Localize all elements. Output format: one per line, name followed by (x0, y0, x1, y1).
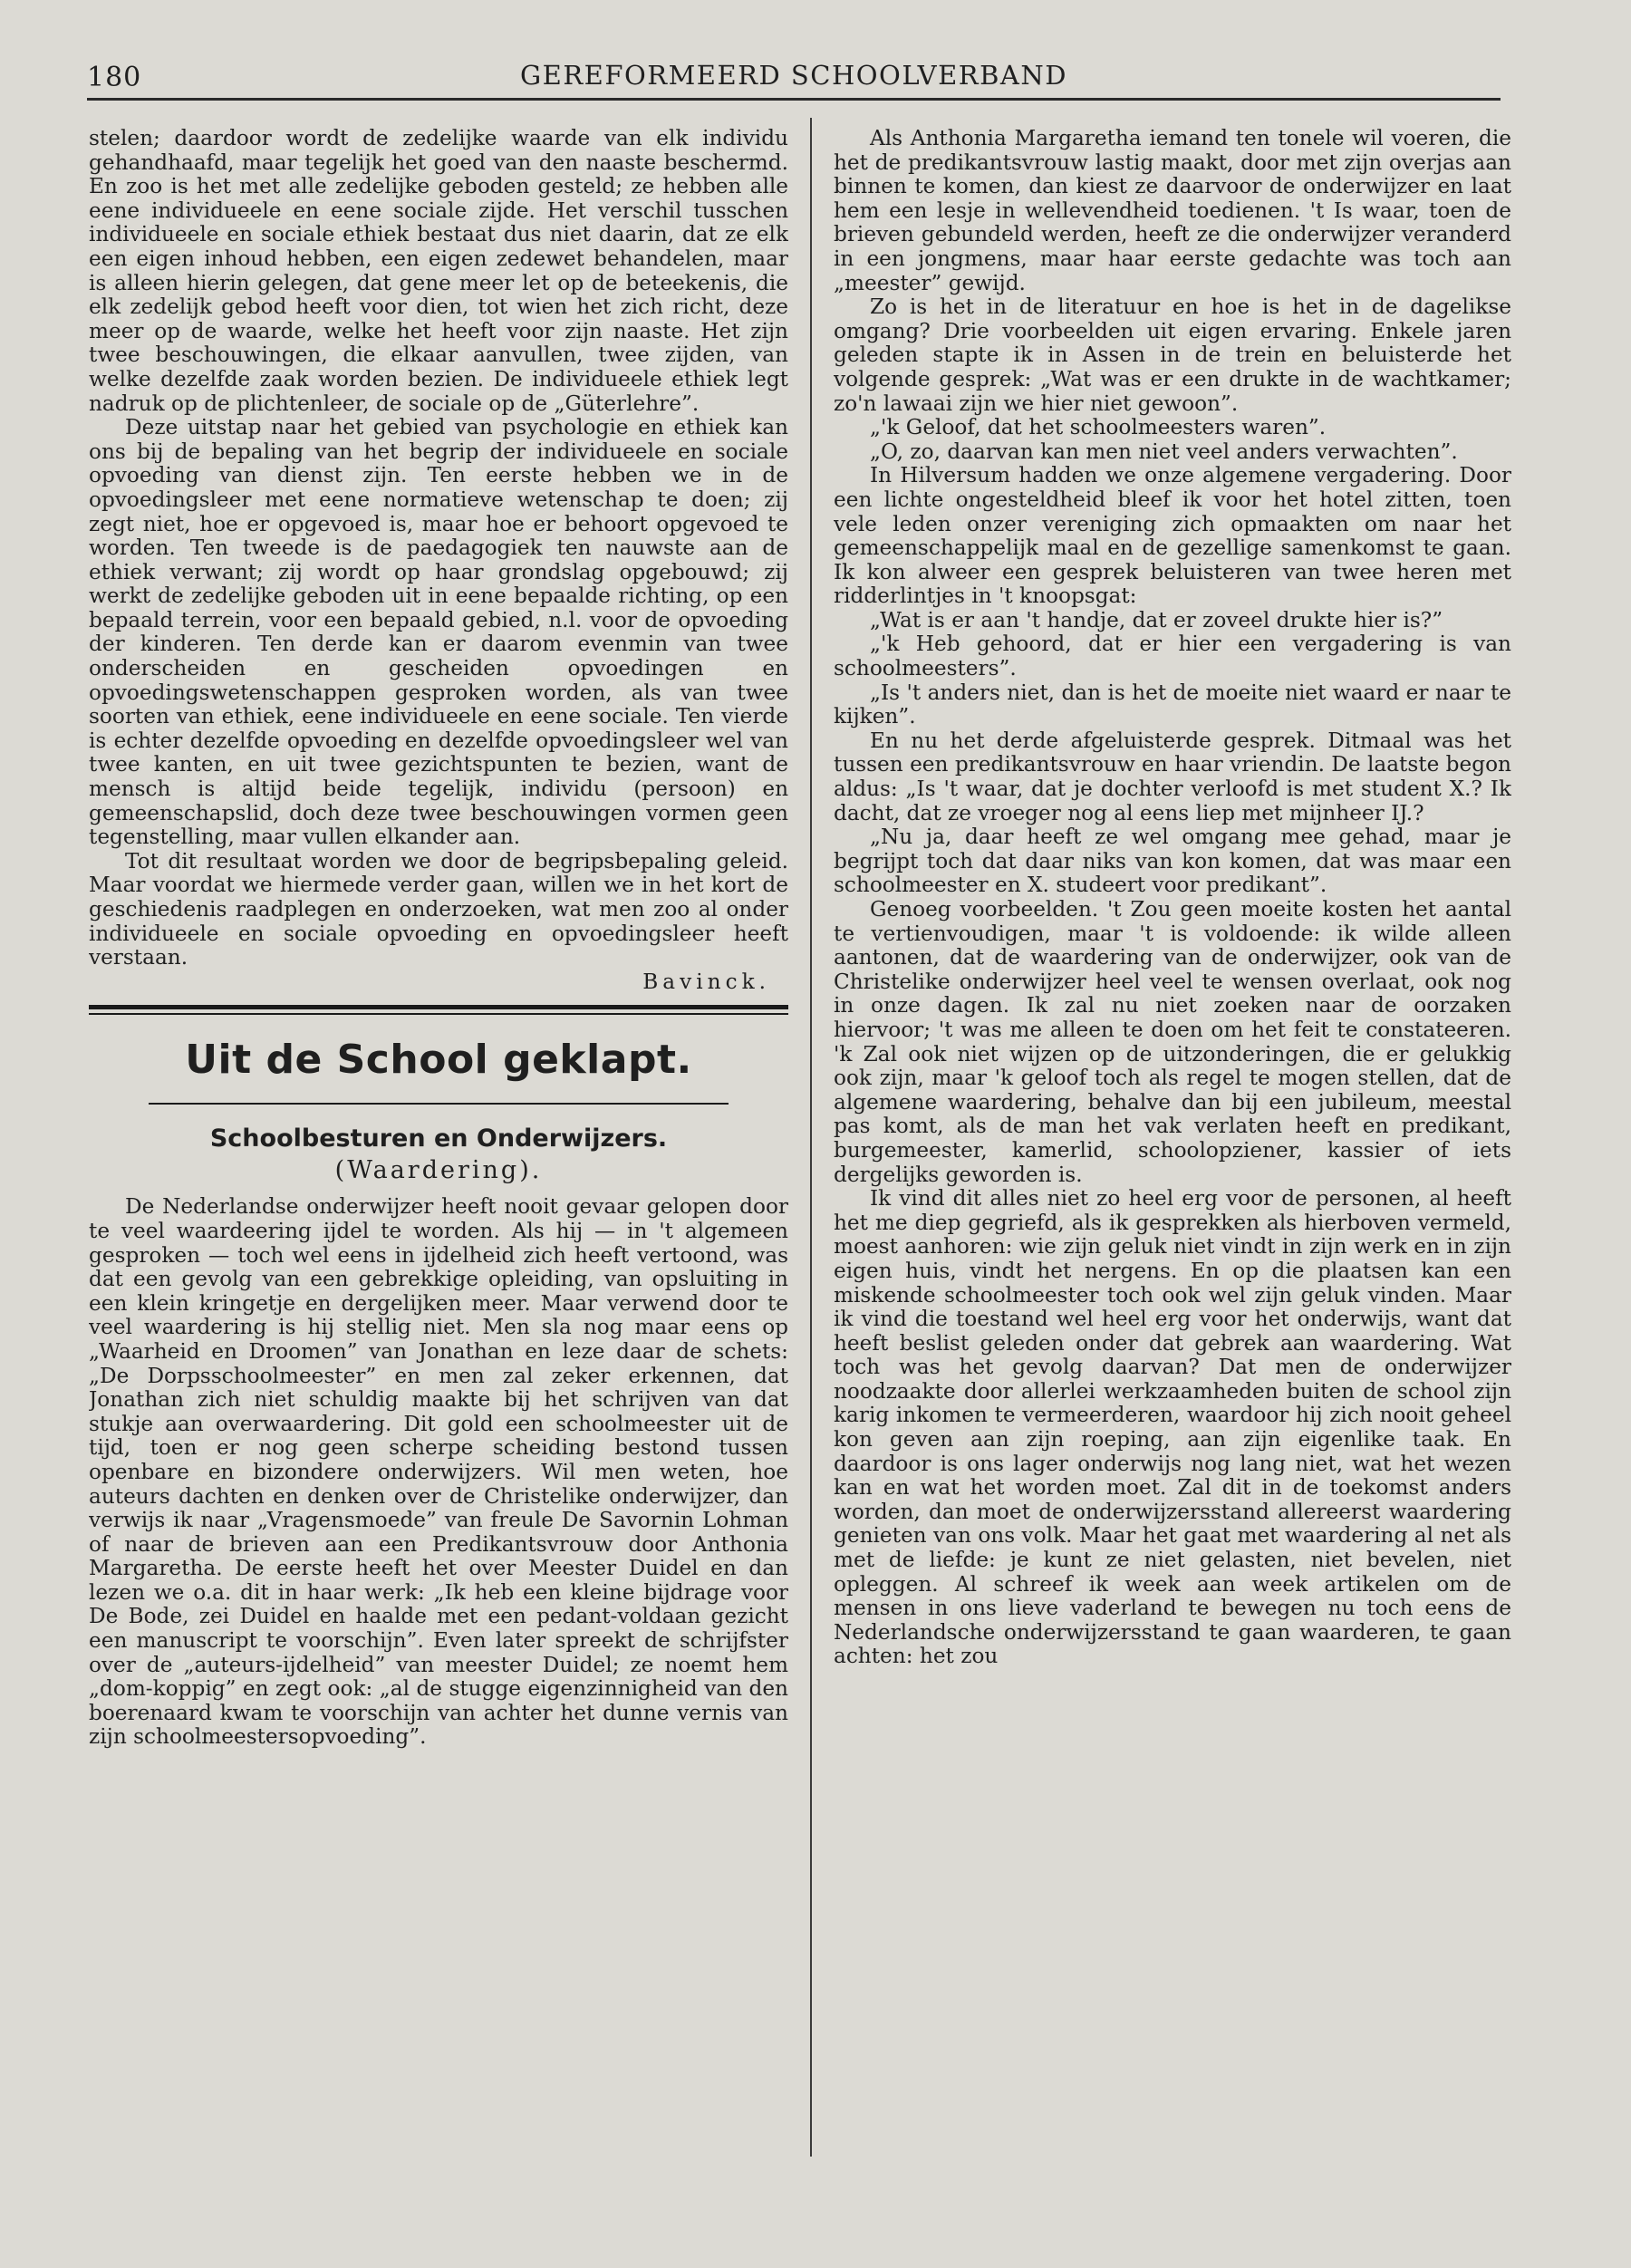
paragraph: Deze uitstap naar het gebied van psychologie en ethiek kan ons bij de bepaling van het begrip der individueele en sociale opvoeding van dienst zijn. Ten eerste hebben we in de opvoedingsleer met eene normatieve wetenschap te doen; zij zegt niet, hoe er opgevoed is, maar hoe er behoort opgevoed te worden. Ten tweede is de paedagogiek ten nauwste aan de ethiek verwant; zij wordt op haar grondslag opgebouwd; zij werkt de zedelijke geboden uit in eene bepaalde richting, op een bepaald terrein, voor een bepaald gebied, n.l. voor de opvoeding der kinderen. Ten derde kan er daarom evenmin van twee onderscheiden en gescheiden opvoedingen en opvoedingswetenschappen gesproken worden, als van twee soorten van ethiek, eene individueele en eene sociale. Ten vierde is echter dezelfde opvoeding en dezelfde opvoedingsleer wel van twee kanten, en uit twee gezichtspunten te bezien, want de mensch is altijd beide tegelijk, individu (persoon) en gemeenschapslid, doch deze twee beschouwingen vormen geen tegenstelling, maar vullen elkander aan. (89, 415, 788, 850)
page-header (87, 54, 1501, 100)
paragraph: Genoeg voorbeelden. 't Zou geen moeite kosten het aantal te vertienvoudigen, maar 't is voldoende: ik wilde alleen aantonen, dat de waardering van de onderwijzer, ook van de Christelike onderwijzer heel veel te wensen overlaat, ook nog in onze dagen. Ik zal nu niet zoeken naar de oorzaken hiervoor; 't was me alleen te doen om het feit te constateeren. 'k Zal ook niet wijzen op de uitzonderingen, die er gelukkig ook zijn, maar 'k geloof toch als regel te mogen stellen, dat de algemene waardering, behalve dan bij een jubileum, meestal pas komt, als de man het vak verlaten heeft en predikant, burgemeester, kamerlid, schoolopziener, kassier of iets dergelijks geworden is. (834, 897, 1511, 1187)
paragraph: Zo is het in de literatuur en hoe is het in de dagelikse omgang? Drie voorbeelden uit eigen ervaring. Enkele jaren geleden stapte ik in Assen in de trein en beluisterde het volgende gesprek: „Wat was er een drukte in de wachtkamer; zo'n lawaai zijn we hier niet gewoon”. (834, 294, 1511, 416)
paragraph: stelen; daardoor wordt de zedelijke waarde van elk individu gehandhaafd, maar tegelijk het goed van den naaste beschermd. En zoo is het met alle zedelijke geboden gesteld; ze hebben alle eene individueele en eene sociale zijde. Het verschil tusschen individueele en sociale ethiek bestaat dus niet daarin, dat ze elk een eigen inhoud hebben, een eigen zedewet behandelen, maar is alleen hierin gelegen, dat gene meer let op de beteekenis, die elk zedelijk gebod heeft voor dien, tot wien het zich richt, deze meer op de waarde, welke het heeft voor zijn naaste. Het zijn twee beschouwingen, die elkaar aanvullen, twee zijden, van welke dezelfde zaak worden bezien. De individueele ethiek legt nadruk op de plichtenleer, de sociale op de „Güterlehre”. (89, 127, 788, 416)
paragraph: Tot dit resultaat worden we door de begripsbepaling geleid. Maar voordat we hiermede verder gaan, willen we in het kort de geschiedenis raadplegen en onderzoeken, wat men zoo al onder individueele en sociale opvoeding en opvoedingsleer heeft verstaan. (89, 848, 788, 970)
author-signature: Bavinck. (642, 969, 770, 994)
right-column (834, 127, 1511, 2147)
section-title: Uit de School geklapt. (185, 1037, 692, 1084)
left-column (89, 127, 788, 2147)
subsection-title: Schoolbesturen en Onderwijzers. (209, 1124, 668, 1153)
section-rule-thick (89, 1005, 788, 1009)
dialogue-line: „Nu ja, daar heeft ze wel omgang mee gehad, maar je begrijpt toch dat daar niks van kon komen, dat was maar een schoolmeester en X. studeert voor predikant”. (834, 825, 1511, 898)
paragraph: Ik vind dit alles niet zo heel erg voor de personen, al heeft het me diep gegriefd, als ik gesprekken als hierboven vermeld, moest aanhoren: wie zijn geluk niet vindt in zijn werk en in zijn eigen huis, vindt het nergens. En op die plaatsen kan een miskende schoolmeester toch ook wel zijn geluk vinden. Maar ik vind die toestand wel heel erg voor het onderwijs, want dat heeft beslist geleden onder dat gebrek aan waardering. Wat toch was het gevolg daarvan? Dat men de onderwijzer noodzaakte door allerlei werkzaamheden buiten de school zijn karig inkomen te vermeerderen, waardoor hij zich nooit geheel kon geven aan zijn roeping, aan zijn eigenlike taak. En daardoor is ons lager onderwijs nog lang niet, wat het wezen kan en wat het worden moet. Zal dit in de toekomst anders worden, dan moet de onderwijzersstand allereerst waardering genieten van ons volk. Maar het gaat met waardering al net als met de liefde: je kunt ze niet gelasten, niet bevelen, niet opleggen. Al schreef ik week aan week artikelen om de mensen in ons lieve vaderland te bewegen nu toch eens de Nederlandsche onderwijzersstand te gaan waarderen, te gaan achten: het zou (834, 1186, 1511, 1669)
paragraph: De Nederlandse onderwijzer heeft nooit gevaar gelopen door te veel waardeering ijdel te worden. Als hij — in 't algemeen gesproken — toch wel eens in ijdelheid zich heeft vertoond, was dat een gevolg van een gebrekkige opleiding, van opsluiting in een klein kringetje en dergelijken meer. Maar verwend door te veel waardering is hij stellig niet. Men sla nog maar eens op „Waarheid en Droomen” van Jonathan en leze daar de schets: „De Dorpsschoolmeester” en men zal zeker erkennen, dat Jonathan zich niet schuldig maakte bij het schrijven van dat stukje aan overwaardering. Dit gold een schoolmeester uit de tijd, toen er nog geen scherpe scheiding bestond tussen openbare en bizondere onderwijzers. Wil men weten, hoe auteurs dachten en denken over de Christelike onderwijzer, dan verwijs ik naar „Vragensmoede” van freule De Savornin Lohman of naar de brieven aan een Predikantsvrouw door Anthonia Margaretha. De eerste heeft het over Meester Duidel en dan lezen we o.a. dit in haar werk: „Ik heb een kleine bijdrage voor De Bode, zei Duidel en haalde met een pedant-voldaan gezicht een manuscript te voorschijn”. Even later spreekt de schrijfster over de „auteurs-ijdelheid” van meester Duidel; ze noemt hem „dom-koppig” en zegt ook: „al de stugge eigenzinnigheid van den boerenaard kwam te voorschijn van achter het dunne vernis van zijn schoolmeestersopvoeding”. (89, 1194, 788, 1750)
page-number: 180 (87, 62, 142, 93)
dialogue-line: „Is 't anders niet, dan is het de moeite niet waard er naar te kijken”. (834, 680, 1511, 729)
dialogue-line: „'k Geloof, dat het schoolmeesters waren”. (870, 415, 1327, 440)
running-title: GEREFORMEERD SCHOOLVERBAND (520, 60, 1067, 91)
header-rule (87, 98, 1501, 101)
dialogue-line: „Wat is er aan 't handje, dat er zoveel drukte hier is?” (870, 607, 1443, 632)
dialogue-line: „'k Heb gehoord, dat er hier een vergadering is van schoolmeesters”. (834, 632, 1511, 681)
column-divider (810, 118, 812, 2157)
subsection-note: (Waardering). (334, 1156, 543, 1185)
dialogue-line: „O, zo, daarvan kan men niet veel anders verwachten”. (870, 439, 1458, 464)
section-title-rule (149, 1103, 729, 1105)
section-rule-thin (89, 1013, 788, 1015)
paragraph: Als Anthonia Margaretha iemand ten tonele wil voeren, die het de predikantsvrouw lastig maakt, door met zijn overjas aan binnen te komen, dan kiest ze daarvoor de onderwijzer en laat hem een lesje in wellevendheid toedienen. 't Is waar, toen de brieven gebundeld werden, heeft ze die onderwijzer veranderd in een jongmens, maar haar eerste gedachte was toch aan „meester” gewijd. (834, 127, 1511, 295)
paragraph: En nu het derde afgeluisterde gesprek. Ditmaal was het tussen een predikantsvrouw en haar vriendin. De laatste begon aldus: „Is 't waar, dat je dochter verloofd is met student X.? Ik dacht, dat ze vroeger nog al eens liep met mijnheer IJ.? (834, 728, 1511, 825)
paragraph: In Hilversum hadden we onze algemene vergadering. Door een lichte ongesteldheid bleef ik voor het hotel zitten, toen vele leden onzer vereniging zich opmaakten om naar het gemeenschappelijk maal en de gezellige samenkomst te gaan. Ik kon alweer een gesprek beluisteren van twee heren met ridderlintjes in 't knoopsgat: (834, 463, 1511, 609)
